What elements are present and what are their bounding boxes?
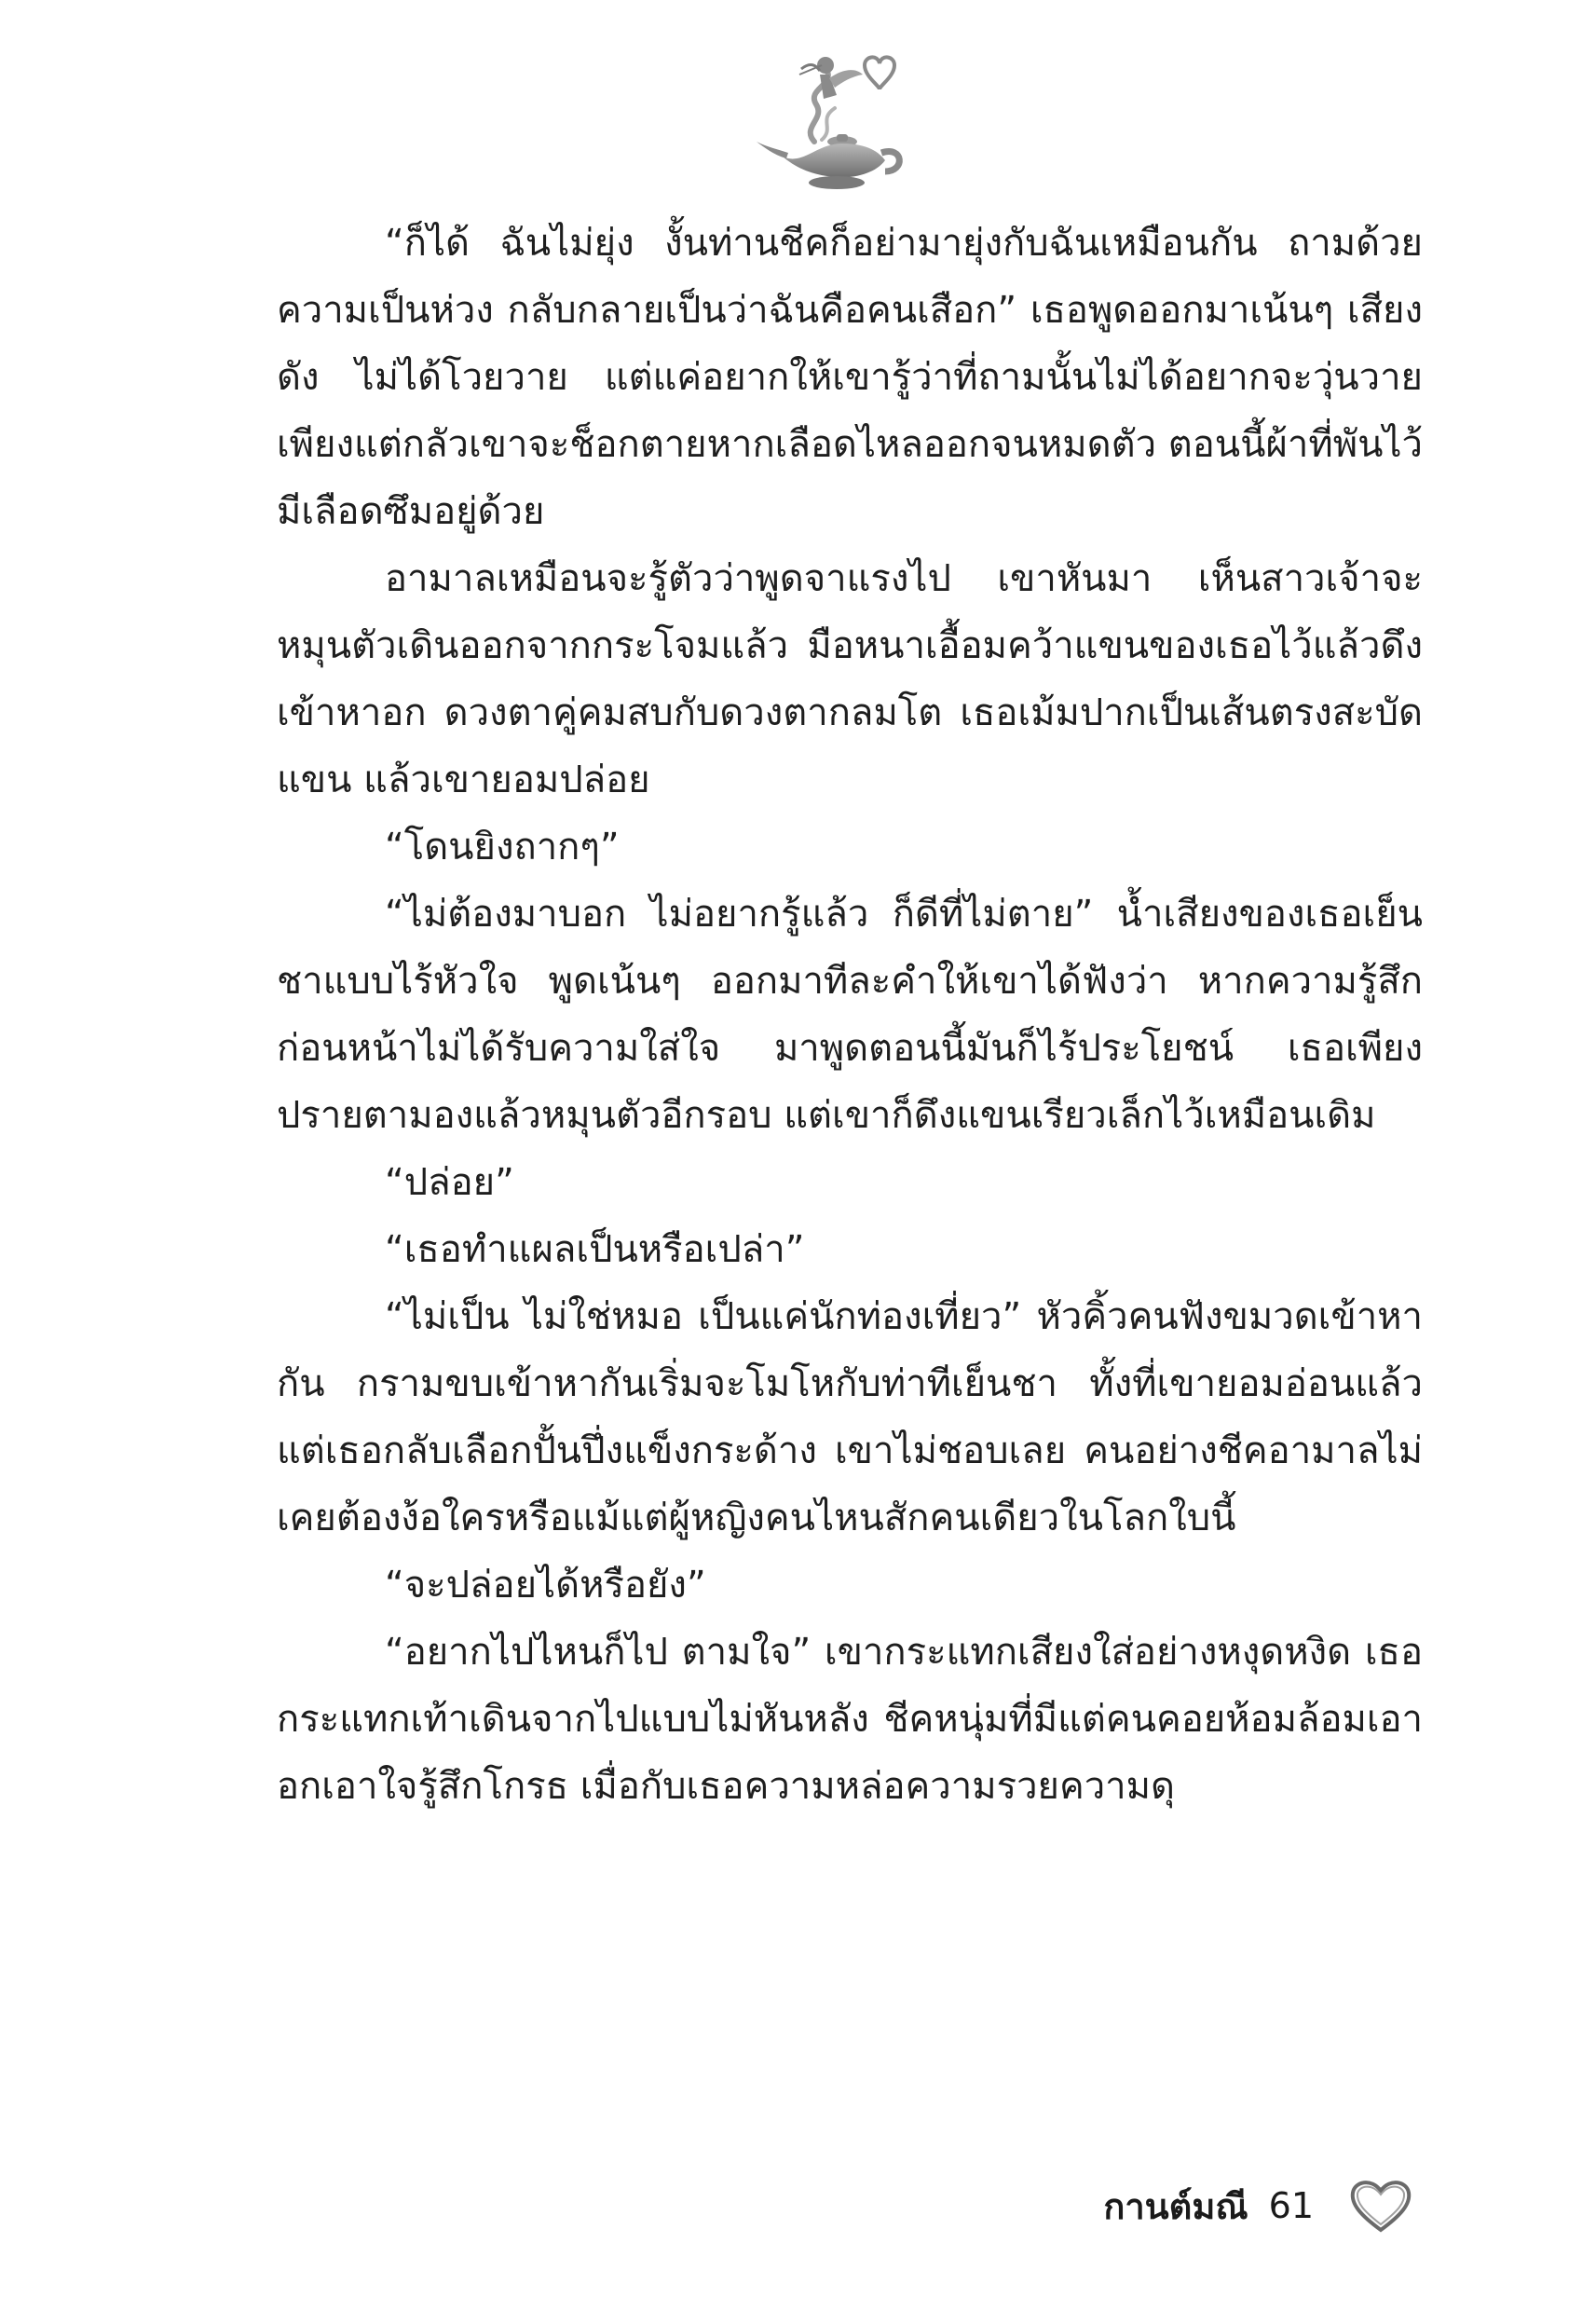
- paragraph: “ไม่ต้องมาบอก ไม่อยากรู้แล้ว ก็ดีที่ไม่ตาย” น้ำเสียงของเธอเย็นชาแบบไร้หัวใจ พูดเน้นๆ ออกมาทีละคำให้เขาได้ฟังว่า หากความรู้สึกก่อนหน้าไม่ได้รับความใส่ใจ มาพูดตอนนี้มันก็ไร้ประโยชน์ เธอเพียงปรายตามองแล้วหมุนตัวอีกรอบ แต่เขาก็ดึงแขนเรียวเล็กไว้เหมือนเดิม: [277, 893, 1423, 1137]
- paragraph: “โดนยิงถากๆ”: [385, 826, 620, 868]
- paragraph: “จะปล่อยได้หรือยัง”: [385, 1564, 706, 1607]
- paragraph: “อยากไปไหนก็ไป ตามใจ” เขากระแทกเสียงใส่อย่างหงุดหงิด เธอกระแทกเท้าเดินจากไปแบบไม่หันหลัง ชีคหนุ่มที่มีแต่คนคอยห้อมล้อมเอาอกเอาใจรู้สึกโกรธ เมื่อกับเธอความหล่อความรวยความดุ: [277, 1631, 1423, 1808]
- paragraph: “ก็ได้ ฉันไม่ยุ่ง งั้นท่านชีคก็อย่ามายุ่งกับฉันเหมือนกัน ถามด้วยความเป็นห่วง กลับกลายเป็นว่าฉันคือคนเสือก” เธอพูดออกมาเน้นๆ เสียงดัง ไม่ได้โวยวาย แต่แค่อยากให้เขารู้ว่าที่ถามนั้นไม่ได้อยากจะวุ่นวาย เพียงแต่กลัวเขาจะช็อกตายหากเลือดไหลออกจนหมดตัว ตอนนี้ผ้าที่พันไว้มีเลือดซึมอยู่ด้วย: [277, 222, 1423, 533]
- genie-lamp-icon: [745, 37, 913, 205]
- body-text: [277, 210, 1423, 1820]
- page-number: 61: [1268, 2185, 1314, 2226]
- paragraph: อามาลเหมือนจะรู้ตัวว่าพูดจาแรงไป เขาหันมา เห็นสาวเจ้าจะหมุนตัวเดินออกจากกระโจมแล้ว มือหนาเอื้อมคว้าแขนของเธอไว้แล้วดึงเข้าหาอก ดวงตาคู่คมสบกับดวงตากลมโต เธอเม้มปากเป็นเส้นตรงสะบัดแขน แล้วเขายอมปล่อย: [277, 557, 1423, 801]
- page-footer: [1103, 2176, 1414, 2236]
- book-title: กานต์มณี: [1103, 2185, 1248, 2227]
- paragraph: “เธอทำแผลเป็นหรือเปล่า”: [385, 1228, 805, 1271]
- paragraph: “ปล่อย”: [385, 1161, 514, 1204]
- heart-outline-icon: [1347, 2176, 1414, 2236]
- paragraph: “ไม่เป็น ไม่ใช่หมอ เป็นแค่นักท่องเที่ยว” หัวคิ้วคนฟังขมวดเข้าหากัน กรามขบเข้าหากันเริ่มจะโมโหกับท่าทีเย็นชา ทั้งที่เขายอมอ่อนแล้ว แต่เธอกลับเลือกปั้นปึ่งแข็งกระด้าง เขาไม่ชอบเลย คนอย่างชีคอามาลไม่เคยต้องง้อใครหรือแม้แต่ผู้หญิงคนไหนสักคนเดียวในโลกใบนี้: [277, 1295, 1423, 1539]
